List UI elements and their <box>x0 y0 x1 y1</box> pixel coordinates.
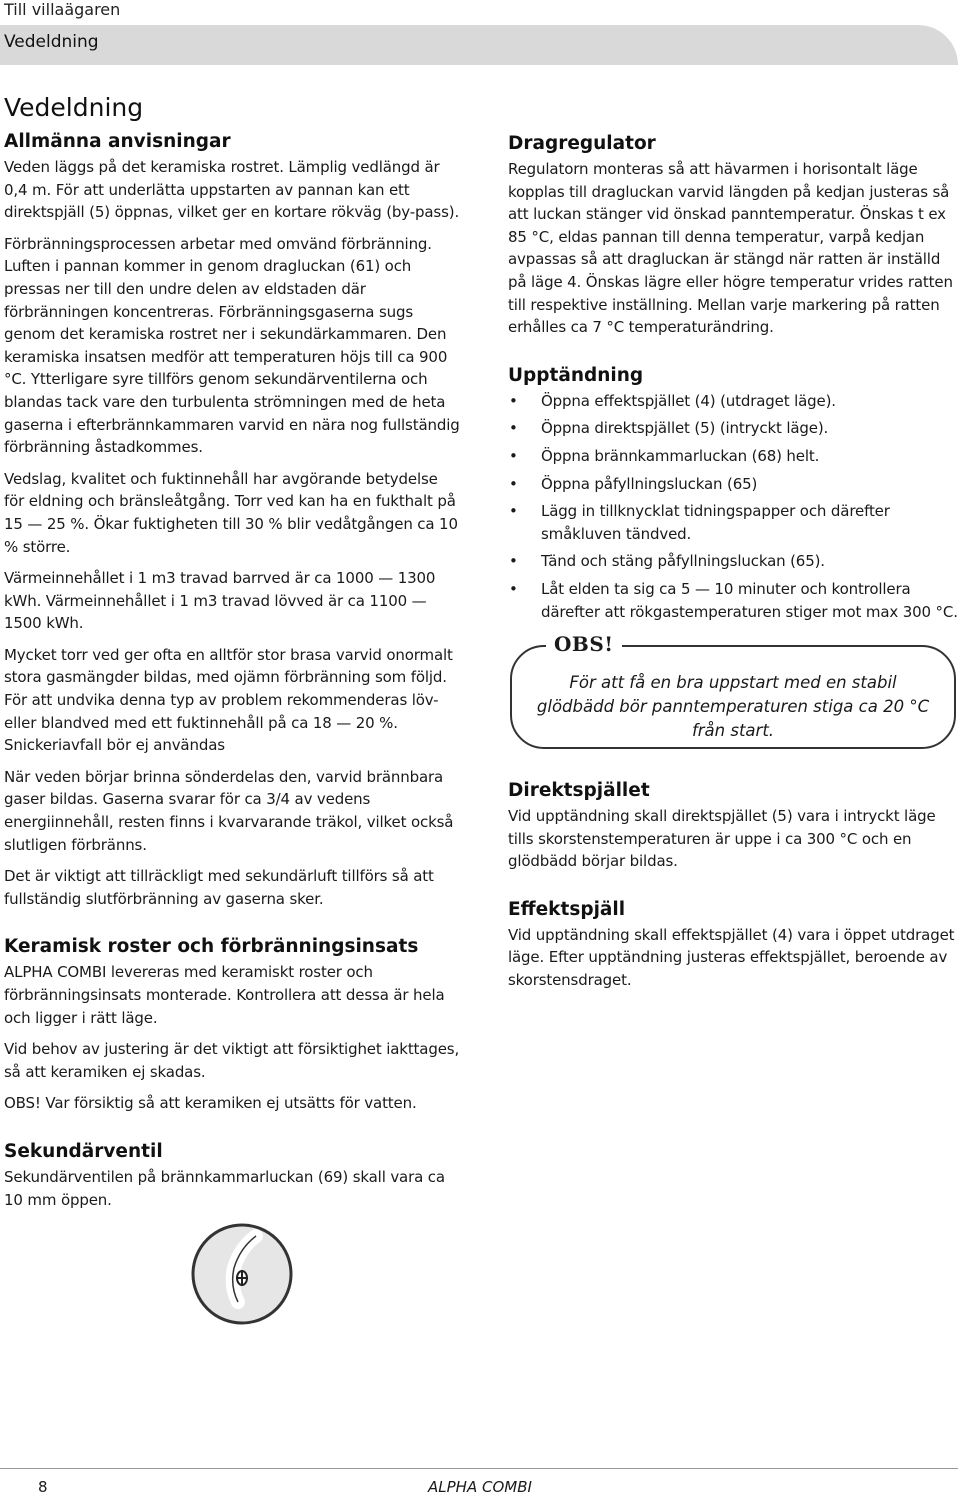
general-paragraph: Förbränningsprocessen arbetar med omvänd förbränning. Luften i pannan kommer in genom dragluckan (61) och pressas ner till den undre delen av eldstaden där förbränningen koncentreras. Förbränningsgaserna sugs genom det keramiska rostret ner i sekundärkammaren. Den keramiska insatsen medför att temperaturen höjs till ca 900 °C. Ytterligare syre tillförs genom sekundärventilerna och blandas tack vare den turbulenta strömningen med de heta gaserna i efterbrännkammaren varvid en nära nog fullständig förbränning åstadkommes. <box>4 234 460 457</box>
effect-damper-paragraph: Vid upptändning skall effektspjället (4) vara i öppet utdraget läge. Efter upptändning justeras effektspjället, beroende av skorstensdraget. <box>508 925 955 990</box>
ignition-step <box>508 500 958 545</box>
section-title: Vedeldning <box>4 32 99 52</box>
ignition-step-text: Låt elden ta sig ca 5 — 10 minuter och kontrollera därefter att rökgastemperaturen stiger mot max 300 °C. <box>541 579 958 621</box>
ignition-step-text: Öppna brännkammarluckan (68) helt. <box>541 446 820 465</box>
bullet-icon: • <box>509 391 518 410</box>
footer-divider <box>0 1468 958 1469</box>
ignition-step <box>508 473 958 496</box>
ignition-step <box>508 550 958 573</box>
ignition-step <box>508 417 958 440</box>
top-label: Till villaägaren <box>4 0 121 19</box>
section-bar <box>0 25 958 65</box>
ignition-step <box>508 445 958 468</box>
obs-callout <box>510 632 956 749</box>
general-paragraph: Veden läggs på det keramiska rostret. Lämplig vedlängd är 0,4 m. För att underlätta uppstarten av pannan kan ett direktspjäll (5) öppnas, vilket ger en kortare rökväg (by-pass). <box>4 158 460 222</box>
ignition-step-text: Öppna effektspjället (4) (utdraget läge). <box>541 391 836 410</box>
secondary-heading: Sekundärventil <box>4 1140 163 1162</box>
page-title: Vedeldning <box>4 93 144 122</box>
bullet-icon: • <box>509 419 518 438</box>
general-paragraph: Värmeinnehållet i 1 m3 travad barrved är ca 1000 — 1300 kWh. Värmeinnehållet i 1 m3 travad lövved är ca 1100 — 1500 kWh. <box>4 569 436 633</box>
regulator-heading: Dragregulator <box>508 133 656 154</box>
ignition-step-text: Öppna påfyllningsluckan (65) <box>541 474 758 493</box>
ceramic-paragraph: ALPHA COMBI levereras med keramiskt roster och förbränningsinsats monterade. Kontrollera att dessa är hela och ligger i rätt läge. <box>4 963 445 1027</box>
general-paragraph: Vedslag, kvalitet och fuktinnehåll har avgörande betydelse för eldning och bränsleåtgång. Torr ved kan ha en fukthalt på 15 — 25 %. Ökar fuktigheten till 30 % blir vedåtgången ca 10 % större. <box>4 469 458 556</box>
general-paragraph: När veden börjar brinna sönderdelas den, varvid brännbara gaser bildas. Gaserna svarar för ca 3/4 av vedens energiinnehåll, resten finns i kvarvarande träkol, vilket också slutligen förbränns. <box>4 767 454 854</box>
obs-text: För att få en bra uppstart med en stabil glödbädd bör panntemperaturen stiga ca 20 °C från start. <box>536 673 930 741</box>
ignition-step-text: Tänd och stäng påfyllningsluckan (65). <box>541 552 825 571</box>
ignition-step-text: Öppna direktspjället (5) (intryckt läge). <box>541 419 829 438</box>
bullet-icon: • <box>509 502 518 521</box>
ceramic-heading: Keramisk roster och förbränningsinsats <box>4 936 419 958</box>
regulator-paragraph: Regulatorn monteras så att hävarmen i horisontalt läge kopplas till dragluckan varvid längden på kedjan justeras så att luckan stänger vid önskad panntemperatur. Önskas t ex 85 °C, eldas pannan till denna temperatur, varpå kedjan avpassas så att dragluckan är stängd när ratten är inställd på läge 4. Önskas lägre eller högre temperatur vrides ratten till respektive inställning. Mellan varje markering på ratten erhålles ca 7 °C temperaturändring. <box>508 160 953 337</box>
ignition-list <box>508 390 958 623</box>
ceramic-paragraph: OBS! Var försiktig så att keramiken ej utsätts för vatten. <box>4 1094 417 1113</box>
left-column <box>4 92 460 1220</box>
effect-damper-heading: Effektspjäll <box>508 898 626 920</box>
ignition-step <box>508 578 958 623</box>
direct-damper-heading: Direktspjället <box>508 780 650 802</box>
secondary-valve-icon <box>190 1222 294 1330</box>
general-heading: Allmänna anvisningar <box>4 131 231 152</box>
ceramic-paragraph: Vid behov av justering är det viktigt att försiktighet iakttages, så att keramiken ej skadas. <box>4 1040 460 1081</box>
bullet-icon: • <box>509 446 518 465</box>
right-column <box>508 130 958 1001</box>
bullet-icon: • <box>509 552 518 571</box>
bullet-icon: • <box>509 474 518 493</box>
secondary-paragraph: Sekundärventilen på brännkammarluckan (69) skall vara ca 10 mm öppen. <box>4 1167 445 1209</box>
direct-damper-paragraph: Vid upptändning skall direktspjället (5) vara i intryckt läge tills skorstenstemperaturen är uppe i ca 300 °C och en glödbädd börjar bildas. <box>508 807 936 871</box>
bullet-icon: • <box>509 579 518 598</box>
page-number: 8 <box>38 1478 48 1496</box>
general-paragraph: Mycket torr ved ger ofta en alltför stor brasa varvid onormalt stora gasmängder bildas, med ojämn förbränning som följd. För att undvika denna typ av problem rekommenderas löv- eller blandved med ett fuktinnehåll på ca 18 — 20 %. Snickeriavfall bör ej användas <box>4 645 453 755</box>
ignition-step <box>508 390 958 413</box>
footer-brand: ALPHA COMBI <box>428 1478 532 1496</box>
ignition-heading: Upptändning <box>508 364 644 386</box>
ignition-step-text: Lägg in tillknycklat tidningspapper och därefter småkluven tändved. <box>541 502 890 543</box>
general-paragraph: Det är viktigt att tillräckligt med sekundärluft tillförs så att fullständig slutförbränning av gaserna sker. <box>4 867 434 908</box>
obs-label: OBS! <box>546 632 622 656</box>
